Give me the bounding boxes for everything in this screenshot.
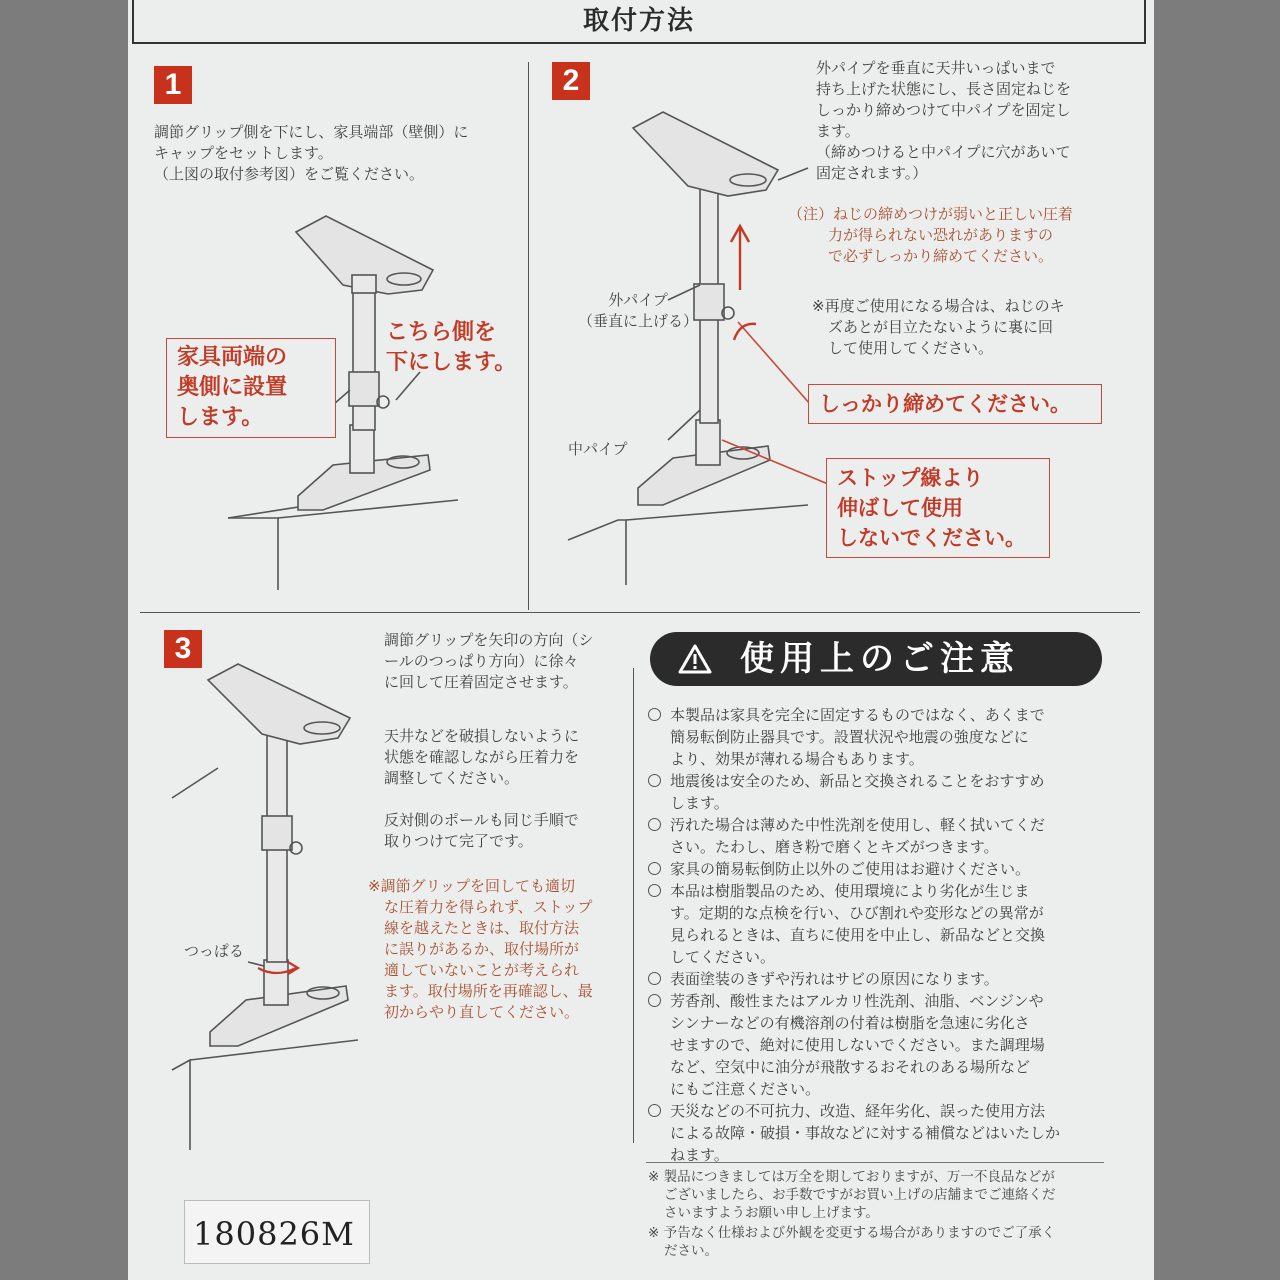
circle-bullet-icon (648, 972, 661, 985)
step3-text-line: 反対側のポールも同じ手順で (384, 811, 579, 829)
caution-line: ねます。 (670, 1146, 729, 1164)
caution-line: 本製品は家具を完全に固定するものではなく、あくまで (670, 706, 1045, 724)
caution-line: せますので、絶対に使用しないでください。また調理場 (670, 1036, 1045, 1054)
note-line: 力が得られない恐れがありますの (828, 226, 1054, 244)
circle-bullet-icon (648, 818, 661, 831)
caution-line: など、空気中に油分が飛散するおそれのある場所など (670, 1058, 1031, 1076)
note-line: 線を越えたときは、取付方法 (384, 919, 580, 937)
caution-item (648, 968, 1108, 990)
step2-text-line: 外パイプを垂直に天井いっぱいまで (816, 59, 1056, 77)
footnote-line: ございましたら、お手数ですがお買い上げの店舗までご連絡くだ (664, 1187, 1056, 1203)
step2-text-line: 持ち上げた状態にし、長さ固定ねじを (816, 80, 1072, 98)
caution-line: 本品は樹脂製品のため、使用環境により劣化が生じま (670, 882, 1030, 900)
caution-line: 地震後は安全のため、新品と交換されることをおすすめ (670, 772, 1045, 790)
caution-title: 使用上のご注意 (740, 639, 1020, 679)
circle-bullet-icon (648, 774, 661, 787)
step2-text-line: ます。 (816, 122, 860, 140)
step2-label-inner-pipe: 中パイプ (568, 440, 628, 458)
caution-line: シンナーなどの有機溶剤の付着は樹脂を急速に劣化さ (670, 1014, 1030, 1032)
callout-line: 伸ばして使用 (837, 496, 963, 520)
step3-label-tsupparu: つっぱる (184, 942, 244, 960)
divider-step3-caution (633, 668, 634, 1143)
warning-triangle-icon (678, 644, 712, 674)
step2-text-line: しっかり締めつけて中パイプを固定し (816, 101, 1071, 119)
caution-item (648, 1100, 1108, 1166)
callout-line: 奥側に設置 (177, 375, 288, 400)
footnote-1 (648, 1168, 1108, 1222)
note-line: な圧着力を得られず、ストップ (384, 898, 593, 916)
caution-line: 天災などの不可抗力、改造、経年劣化、誤った使用方法 (670, 1102, 1046, 1120)
circle-bullet-icon (648, 994, 661, 1007)
caution-line: 見られるときは、直ちに使用を中止し、新品などと交換 (670, 926, 1046, 944)
step2-number: 2 (552, 62, 590, 100)
caution-line: 表面塗装のきずや汚れはサビの原因になります。 (670, 970, 999, 988)
label-line: （垂直に上げる） (578, 312, 699, 330)
note-line: で必ずしっかり締めてください。 (828, 247, 1054, 265)
circle-bullet-icon (648, 862, 661, 875)
caution-item (648, 858, 1108, 880)
caution-item (648, 814, 1108, 858)
step3-number: 3 (164, 630, 202, 668)
step3-text-line: 天井などを破損しないように (384, 727, 580, 745)
note-line: ズあとが目立たないように裏に回 (828, 318, 1054, 336)
note-line: して使用してください。 (828, 339, 994, 357)
caution-line: す。定期的な点検を行い、ひび割れや変形などの異常が (670, 904, 1044, 922)
step3-text-line: に回して圧着固定させます。 (384, 673, 578, 691)
caution-line: にもご注意ください。 (670, 1080, 821, 1098)
footnote-line: ※ 予告なく仕様および外観を変更する場合がありますのでご了承く (648, 1225, 1056, 1241)
caution-header (650, 632, 1102, 686)
step1-text-line: （上図の取付参考図）をご覧ください。 (154, 165, 425, 183)
caution-line: さい。たわし、磨き粉で磨くとキズがつきます。 (670, 838, 999, 856)
caution-line: による故障・破損・事故などに対する補償などはいたしか (670, 1124, 1061, 1142)
callout-line: 下にします。 (386, 350, 517, 375)
caution-line: 芳香剤、酸性またはアルカリ性洗剤、油脂、ベンジンや (670, 992, 1044, 1010)
footnote-2 (648, 1224, 1108, 1260)
lot-code-label (184, 1200, 370, 1264)
step3-text-line: ールのつっぱり方向）に徐々 (384, 652, 579, 670)
lot-code: 180826M (193, 1215, 355, 1253)
step2-callout-tighten: しっかり締めてください。 (808, 384, 1102, 424)
caution-item (648, 770, 1108, 814)
caution-line: してください。 (670, 948, 776, 966)
note-line: （注）ねじの締めつけが弱いと正しい圧着 (788, 205, 1074, 223)
callout-line: 家具両端の (177, 345, 288, 370)
caution-line: 汚れた場合は薄めた中性洗剤を使用し、軽く拭いてくだ (670, 816, 1046, 834)
footnote-line: さいますようお願い申し上げます。 (664, 1205, 879, 1221)
step3-text-line: 調節グリップを矢印の方向（シ (384, 631, 594, 649)
step3-text-line: 調整してください。 (384, 769, 520, 787)
circle-bullet-icon (648, 884, 661, 897)
step2-callout-stop-line (826, 458, 1050, 558)
footnote-divider (646, 1162, 1104, 1163)
caution-line: します。 (670, 794, 729, 812)
step1-text-line: 調節グリップ側を下にし、家具端部（壁側）に (154, 123, 469, 141)
note-line: 初からやり直してください。 (384, 1003, 580, 1021)
note-line: に誤りがあるか、取付場所が (384, 940, 580, 958)
caution-line: 家具の簡易転倒防止以外のご使用はお避けください。 (670, 860, 1031, 878)
footnote-line: ※ 製品につきましては万全を期しておりますが、万一不良品などが (648, 1169, 1055, 1185)
callout-line: します。 (177, 405, 264, 430)
caution-item (648, 704, 1108, 770)
step1-number: 1 (154, 66, 192, 104)
step2-text-line: （締めつけると中パイプに穴があいて (816, 143, 1071, 161)
step3-text-line: 状態を確認しながら圧着力を (384, 748, 580, 766)
circle-bullet-icon (648, 1104, 661, 1117)
caution-line: より、効果が薄れる場合もあります。 (670, 750, 924, 768)
step2-text-line: 固定されます。） (816, 164, 928, 182)
callout-line: しないでください。 (837, 526, 1026, 550)
callout-line: ストップ線より (837, 466, 984, 490)
step3-text-line: 取りつけて完了です。 (384, 832, 533, 850)
instruction-sheet (128, 0, 1154, 1280)
callout-line: こちら側を (386, 320, 497, 345)
page-title: 取付方法 (582, 6, 695, 36)
step1-text-line: キャップをセットします。 (154, 144, 333, 162)
step3-illustration (128, 0, 628, 1200)
caution-item (648, 990, 1108, 1100)
note-line: 適していないことが考えられ (384, 961, 580, 979)
caution-line: 簡易転倒防止器具です。設置状況や地震の強度などに (670, 728, 1029, 746)
footnote-line: ださい。 (664, 1243, 718, 1259)
note-line: ます。取付場所を再確認し、最 (384, 982, 593, 1000)
note-line: ※再度ご使用になる場合は、ねじのキ (812, 297, 1065, 315)
caution-item (648, 880, 1108, 968)
note-line: ※調節グリップを回しても適切 (368, 877, 575, 895)
caution-list (648, 704, 1108, 1166)
circle-bullet-icon (648, 708, 661, 721)
label-line: 外パイプ (608, 291, 668, 309)
